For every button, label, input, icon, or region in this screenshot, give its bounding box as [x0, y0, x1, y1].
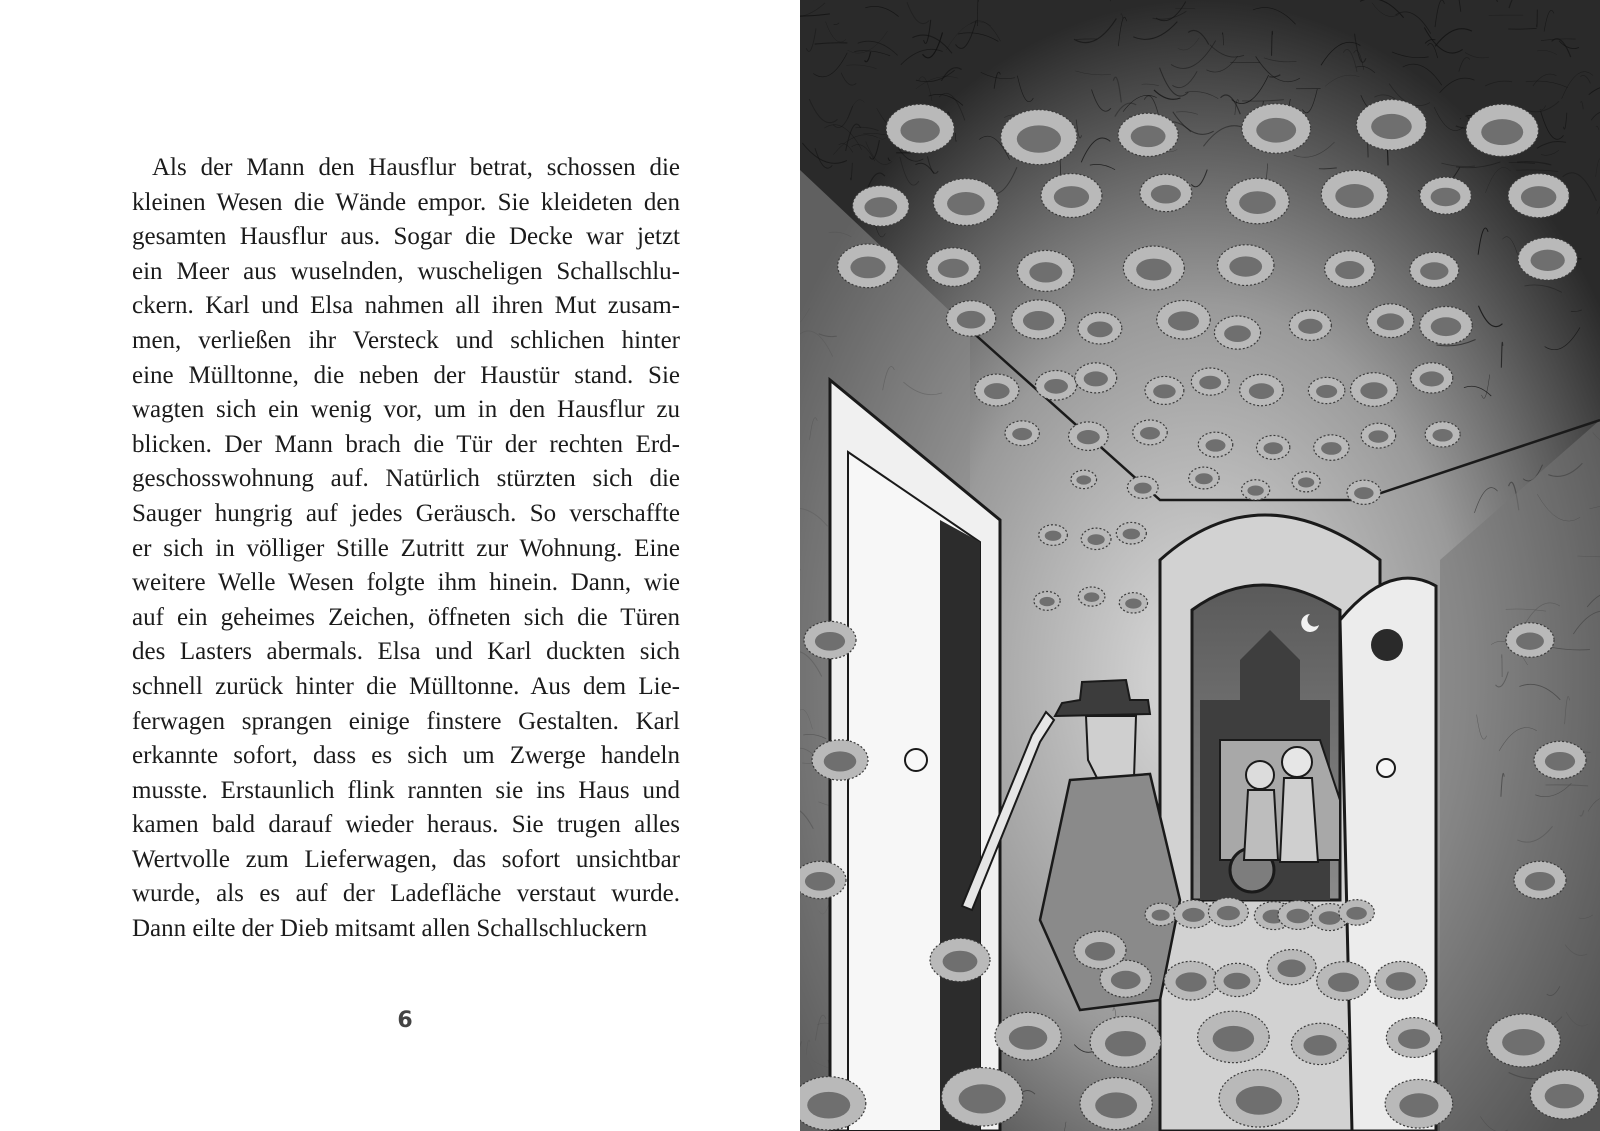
sound-swallower — [1386, 1018, 1441, 1058]
sound-swallower — [886, 104, 954, 153]
sound-swallower — [1226, 178, 1289, 224]
sound-swallower — [1191, 368, 1229, 395]
sound-swallower — [1356, 100, 1426, 150]
hallway-illustration — [800, 0, 1600, 1131]
text-line: erkannte sofort, dass es sich um Zwerge handeln — [132, 742, 680, 770]
sound-swallower — [1071, 470, 1097, 488]
sound-swallower — [838, 244, 899, 288]
sound-swallower — [1425, 422, 1460, 447]
sound-swallower — [1140, 174, 1192, 211]
text-line: wurde, als es auf der Ladefläche verstaut wurde. — [132, 880, 680, 908]
sound-swallower — [1217, 245, 1273, 286]
sound-swallower — [1081, 528, 1111, 549]
sound-swallower — [927, 248, 981, 287]
sound-swallower — [1314, 435, 1349, 460]
sound-swallower — [1012, 300, 1066, 339]
sound-swallower — [812, 740, 868, 780]
door-handle — [905, 749, 927, 771]
sound-swallower — [1321, 170, 1388, 218]
sound-swallower — [1145, 376, 1184, 404]
door-gap — [940, 520, 980, 1131]
illustration — [800, 0, 1600, 1131]
sound-swallower — [975, 374, 1019, 406]
sound-swallower — [1041, 174, 1102, 218]
sound-swallower — [1518, 238, 1577, 281]
sound-swallower — [1257, 435, 1290, 459]
karl — [1282, 747, 1312, 777]
sound-swallower — [1317, 962, 1371, 1001]
text-line: des Lasters abermals. Elsa und Karl duckten sich — [132, 638, 680, 666]
sound-swallower — [1410, 252, 1459, 287]
sound-swallower — [1367, 304, 1414, 338]
sound-swallower — [1119, 593, 1147, 613]
sound-swallower — [1189, 467, 1219, 489]
sound-swallower — [1289, 310, 1331, 340]
sound-swallower — [1214, 316, 1260, 349]
sound-swallower — [1466, 104, 1538, 156]
sound-swallower — [853, 186, 909, 227]
text-line: Als der Mann den Hausflur betrat, schossen die — [152, 154, 680, 181]
page-number: 6 — [397, 1008, 413, 1033]
sound-swallower — [1411, 363, 1453, 393]
sound-swallower — [933, 179, 998, 226]
sound-swallower — [1242, 104, 1311, 153]
sound-swallower — [1157, 300, 1211, 339]
sound-swallower — [1127, 476, 1158, 498]
text-line: er sich in völliger Stille Zutritt zur Wohnung. Eine — [132, 534, 680, 562]
sound-swallower — [1292, 472, 1320, 492]
sound-swallower — [1039, 525, 1068, 546]
sound-swallower — [1219, 1070, 1299, 1127]
sound-swallower — [1508, 174, 1569, 218]
sound-swallower — [1078, 587, 1105, 606]
sound-swallower — [1198, 1011, 1270, 1063]
sound-swallower — [995, 1012, 1061, 1060]
sound-swallower — [1116, 522, 1146, 544]
sound-swallower — [1074, 931, 1126, 968]
sound-swallower — [1385, 1079, 1453, 1128]
text-line: men, verließen ihr Versteck und schlichen hinter — [132, 326, 680, 354]
text-line: blicken. Der Mann brach die Tür der rechten Erd- — [132, 430, 680, 458]
sound-swallower — [1325, 251, 1375, 287]
sound-swallower — [1375, 961, 1427, 998]
sound-swallower — [942, 1068, 1023, 1126]
sound-swallower — [1145, 903, 1176, 925]
sound-swallower — [1291, 1023, 1348, 1064]
text-line: ein Meer aus wuselnden, wuscheligen Schallschlu- — [132, 257, 680, 285]
body-text — [132, 151, 680, 947]
sound-swallower — [1214, 963, 1260, 996]
sound-swallower — [1090, 1016, 1161, 1067]
karl-body — [1280, 778, 1318, 862]
sound-swallower — [1534, 741, 1586, 778]
sound-swallower — [1080, 1078, 1152, 1130]
sound-swallower — [1240, 374, 1284, 405]
sound-swallower — [1118, 113, 1178, 156]
sound-swallower — [1361, 423, 1395, 448]
sound-swallower — [1530, 1070, 1598, 1119]
text-line: auf ein geheimes Zeichen, öffneten sich die Türen — [132, 603, 680, 631]
text-line: wagten sich ein wenig vor, um in den Hausflur zu — [132, 396, 680, 424]
sound-swallower — [1123, 246, 1184, 290]
text-line: musste. Erstaunlich flink rannten sie ins Haus und — [132, 776, 680, 804]
door-knob — [1377, 759, 1395, 777]
text-line: weitere Welle Wesen folgte ihm hinein. Dann, wie — [132, 569, 680, 597]
sound-swallower — [1174, 900, 1213, 928]
sound-swallower — [1198, 432, 1232, 457]
text-line: schnell zurück hinter die Mülltonne. Aus dem Lie- — [132, 672, 680, 700]
text-line: gesamten Hausflur aus. Sogar die Decke war jetzt — [132, 223, 680, 251]
sound-swallower — [946, 301, 995, 336]
sound-swallower — [1078, 312, 1122, 344]
sound-swallower — [1075, 363, 1117, 393]
sound-swallower — [1339, 900, 1374, 926]
text-line: ferwagen sprangen einige finstere Gestalten. Karl — [132, 707, 680, 735]
sound-swallower — [1308, 377, 1344, 403]
text-line: Dann eilte der Dieb mitsamt allen Schallschluckern — [132, 915, 648, 943]
sound-swallower — [804, 621, 856, 658]
text-line: ckern. Karl und Elsa nahmen all ihren Mut zusam- — [132, 292, 680, 320]
sound-swallower — [1069, 422, 1109, 450]
text-line: kleinen Wesen die Wände empor. Sie kleideten den — [132, 188, 680, 216]
sound-swallower — [1351, 373, 1398, 407]
sound-swallower — [1164, 961, 1218, 1000]
elsa-body — [1244, 790, 1278, 860]
text-line: geschosswohnung auf. Natürlich stürzten sich die — [132, 465, 680, 493]
elsa — [1246, 761, 1274, 789]
text-line: Wertvolle zum Lieferwagen, das sofort unsichtbar — [132, 845, 680, 873]
text-line: Sauger hungrig auf jedes Geräusch. So verschaffte — [132, 499, 680, 527]
sound-swallower — [1487, 1014, 1561, 1067]
sound-swallower — [1017, 250, 1074, 291]
sound-swallower — [1506, 623, 1554, 658]
sound-swallower — [1267, 950, 1316, 985]
sound-swallower — [1036, 371, 1077, 401]
sound-swallower — [1242, 480, 1270, 500]
sound-swallower — [1001, 110, 1077, 165]
sound-swallower — [1514, 861, 1566, 898]
sound-swallower — [1133, 420, 1167, 445]
sound-swallower — [1208, 898, 1248, 927]
sound-swallower — [1005, 421, 1039, 446]
sound-swallower — [1347, 480, 1381, 504]
text-line: kamen bald darauf wieder heraus. Sie trugen alles — [132, 811, 680, 839]
sound-swallower — [1420, 306, 1472, 344]
door-porthole — [1371, 629, 1403, 661]
sound-swallower — [930, 938, 990, 981]
text-line: eine Mülltonne, die neben der Haustür stand. Sie — [132, 361, 680, 389]
sound-swallower — [1420, 177, 1471, 214]
sound-swallower — [1034, 591, 1060, 610]
